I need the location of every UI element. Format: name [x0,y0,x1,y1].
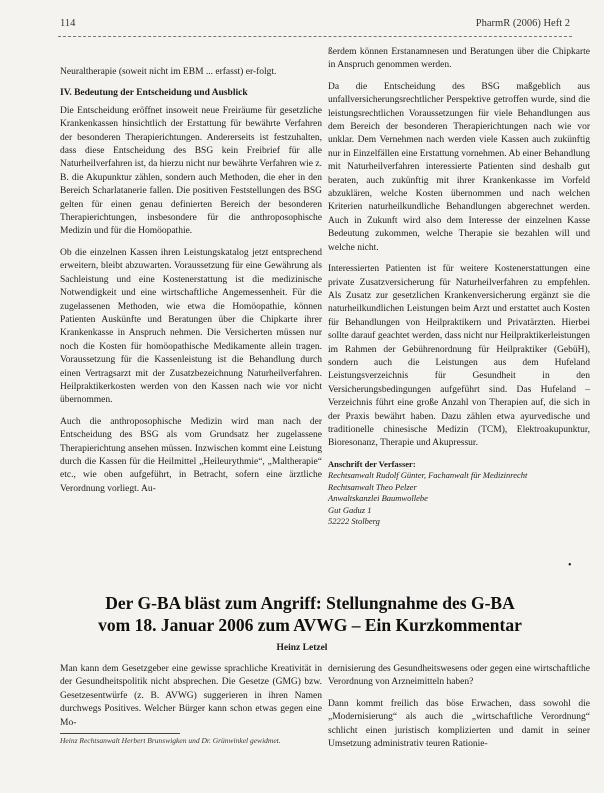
right-paragraph-3: Interessierten Patienten ist für weitere Kostenerstattungen eine private Zusatzversicherung für Naturheilverfahren zu empfehlen. Als Zusatz zur gesetzlichen Krankenversicherung ergänzt sie die naturheilkundlichen Leistungen beim Arzt und erstattet auch Kosten für Behandlungen von Heilpraktikern und Privatärzten. Hierbei sollte darauf geachtet werden, dass nicht nur Heilpraktikerleistungen im Rahmen der Gebührenordnung für Heilpraktiker (GebüH), sondern auch die Leistungen aus dem Hufeland Leistungsverzeichnis für Gesundheit in den Versicherungsbedingungen aufgeführt sind. Das Hufeland – Verzeichnis führt eine große Anzahl von Therapien auf, die sich in der Praxis bewährt haben. Dazu zählen etwa ayurvedische und traditionelle chinesische Medizin (TCM), Elektroakupunktur, Bioresonanz, Therapie und Akupressur. [328,264,590,449]
footnote: Heinz Rechtsanwalt Herbert Brunswigken und Dr. Grünwinkel gewidmet. [60,736,281,745]
article-title-line-1: Der G-BA bläst zum Angriff: Stellungnahme des G-BA [105,593,515,613]
author-line: Rechtsanwalt Theo Pelzer [328,481,417,492]
right-column [328,46,590,528]
footnote-rule [60,733,180,734]
intro-paragraph: Neuraltherapie (soweit nicht im EBM ... erfasst) er-folgt. [60,67,277,77]
left-paragraph-2: Ob die einzelnen Kassen ihren Leistungskatalog jetzt entsprechend erweitern, bleibt abzuwarten. Voraussetzung für eine Gewährung als Sachleistung und eine Kostenerstattung ist die medizinische Notwendigkeit und eine wirtschaftliche Angemessenheit. Für die zugelassenen Methoden, wie etwa die Homöopathie, können Patienten Auskünfte und Beratungen über die Chipkarte ihrer Krankenkasse in Anspruch nehmen. Die Versicherten müssen nur noch die Kosten für homöopathische Medikamente allein tragen. Voraussetzung für die Kassenleistung ist die Behandlung durch einen Vertragsarzt mit der Zusatzbezeichnung Naturheilverfahren. Heilpraktikerkosten werden von den Kassen nach wie vor nicht übernommen. [60,247,322,406]
article-left-column [60,663,322,738]
article-title-line-2: vom 18. Januar 2006 zum AVWG – Ein Kurzkommentar [98,615,522,635]
article-title [70,592,550,636]
author-address-heading: Anschrift der Verfasser: [328,458,416,469]
left-paragraph-1: Die Entscheidung eröffnet insoweit neue Freiräume für gesetzliche Krankenkassen hinsichtlich der Erstattung für bewährte Verfahren der besonderen Therapierichtungen. Andererseits ist festzuhalten, dass diese Entscheidung des BSG kein Freibrief für alle Naturheilverfahren ist, da hierzu nicht nur bewährte Verfahren wie z. B. die Akupunktur zählen, sondern auch Methoden, die eher in den Bereich Scharlatanerie fallen. Die positiven Feststellungen des BSG gelten für einen genau definierten Bereich der besonderen Therapierichtungen, insbesondere für die anthroposophische Medizin und für die Homöopathie. [60,105,322,237]
author-line: Gut Gaduz 1 [328,504,372,515]
end-bullet: • [568,560,572,571]
article-left-paragraph: Man kann dem Gesetzgeber eine gewisse sprachliche Kreativität in der Gesundheitspolitik nicht absprechen. Die Gesetze (GMG) bzw. Gesetzesentwürfe (z. B. AVWG) suggerieren in ihren Namen durchwegs Positives. Welcher Bürger kann schon etwas gegen eine Mo- [60,664,322,728]
article-right-column [328,663,590,759]
left-column [60,66,322,504]
author-address [328,459,590,528]
article-author: Heinz Letzel [276,643,328,653]
author-line: Anwaltskanzlei Baumwollebe [328,493,428,504]
article-right-paragraph-1: dernisierung des Gesundheitswesens oder gegen eine wirtschaftliche Verordnung von Arzneimitteln haben? [328,664,590,688]
right-paragraph-1: ßerdem können Erstanamnesen und Beratungen über die Chipkarte in Anspruch genommen werden. [328,47,590,71]
author-line: 52222 Stolberg [328,516,380,527]
left-paragraph-3: Auch die anthroposophische Medizin wird man nach der Entscheidung des BSG als vom Grundsatz her zugelassene Therapierichtung ansehen müssen. Inzwischen kommt eine Leistung durch die Kassen für die Heilmittel „Heileurythmie“, „Maltherapie“ etc., wie oben aufgeführt, in Betracht, sofern eine ärztliche Verordnung vorliegt. Au- [60,416,322,494]
author-line: Rechtsanwalt Rudolf Günter, Fachanwalt für Medizinrecht [328,470,528,481]
header-rule [58,36,572,37]
section-heading: IV. Bedeutung der Entscheidung und Ausblick [60,88,248,99]
article-right-paragraph-2: Dann kommt freilich das böse Erwachen, dass sowohl die „Modernisierung“ als auch die „wirtschaftliche Verordnung“ schlicht einen juristisch komplizierten und damit in seiner Umsetzung administrativ teuren Rationie- [328,698,590,750]
right-paragraph-2: Da die Entscheidung des BSG maßgeblich aus unfallversicherungsrechtlicher Perspektive getroffen wurde, sind die leistungsrechtlichen Voraussetzungen für viele Behandlungen aus dem Bereich der besonderen Therapierichtungen nach wie vor unklar. Dem Vernehmen nach werden viele Kassen auch zukünftig nur in Einzelfällen eine Erstattung vornehmen. Ab einer Behandlung mit Naturheilverfahren interessierte Patienten sind deshalb gut beraten, auch zukünftig mit ihrer Krankenkasse im Vorfeld abzuklären, welche Kosten übernommen und nach welchen Kriterien naturheilkundliche Behandlungen abgerechnet werden. Auch in Zukunft wird also dem Interesse der einzelnen Kasse Bedeutung zukommen, welche Therapie sie bezahlen will und welche nicht. [328,81,590,253]
journal-header: PharmR (2006) Heft 2 [475,18,570,29]
page-number: 114 [60,18,76,29]
